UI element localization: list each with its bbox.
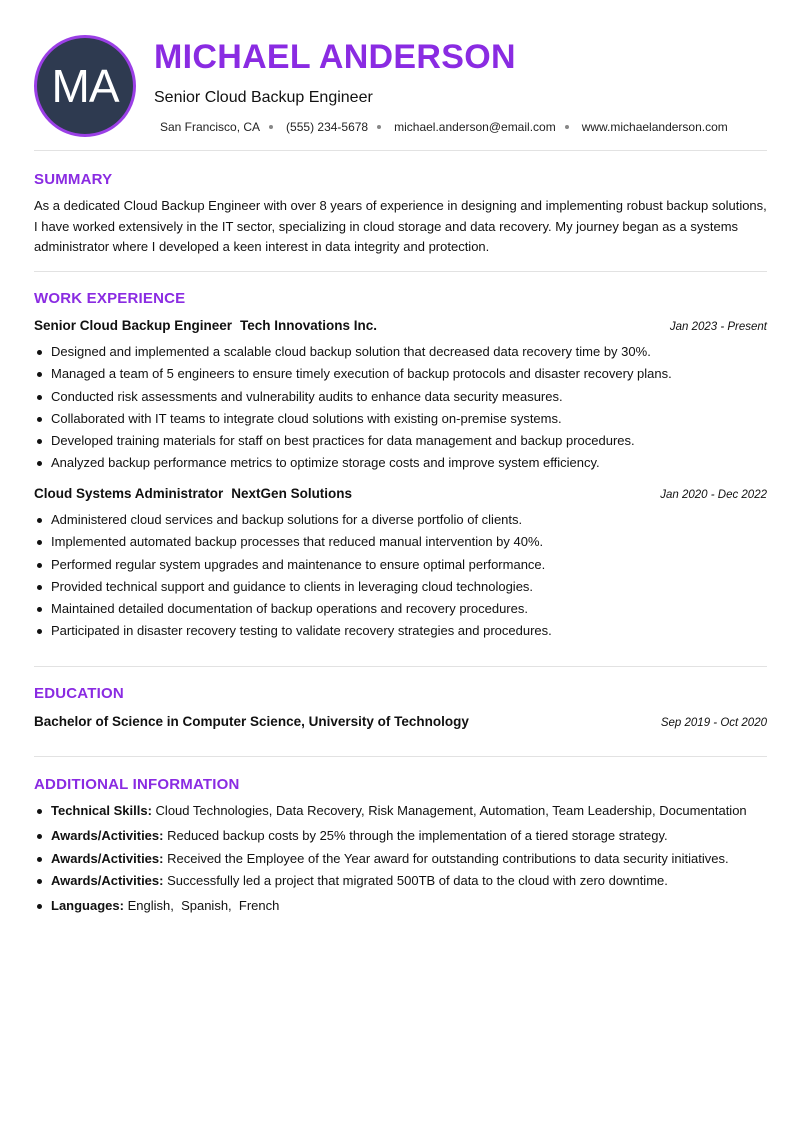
item-text: English, Spanish, French <box>127 898 280 914</box>
separator-dot <box>377 125 381 129</box>
job-company: Tech Innovations Inc. <box>240 318 378 333</box>
item-text: Reduced backup costs by 25% through the implementation of a tiered storage strategy. <box>167 828 668 844</box>
job-bullets <box>34 341 769 475</box>
list-item <box>34 870 769 892</box>
divider <box>34 150 767 151</box>
avatar <box>34 35 136 137</box>
job-role: Cloud Systems Administrator <box>34 486 224 501</box>
job-date: Jan 2020 - Dec 2022 <box>660 489 767 501</box>
additional-heading: ADDITIONAL INFORMATION <box>34 776 240 793</box>
education-degree: Bachelor of Science in Computer Science, University of Technology <box>34 714 469 729</box>
job-title-line <box>34 486 352 501</box>
divider <box>34 756 767 757</box>
education-heading: EDUCATION <box>34 685 124 702</box>
education-date: Sep 2019 - Oct 2020 <box>660 717 767 729</box>
item-text: Cloud Technologies, Data Recovery, Risk Management, Automation, Team Leadership, Documentation <box>155 803 747 818</box>
item-label: Awards/Activities: <box>51 828 164 844</box>
list-item: Conducted risk assessments and vulnerability audits to enhance data security measures. <box>34 386 769 408</box>
contact-line <box>160 120 728 134</box>
divider <box>34 271 767 272</box>
list-item: Developed training materials for staff on best practices for data management and backup procedures. <box>34 430 769 452</box>
job-role: Senior Cloud Backup Engineer <box>34 318 233 333</box>
item-label: Awards/Activities: <box>51 850 164 866</box>
job-bullets <box>34 509 769 643</box>
item-label: Languages: <box>51 898 124 914</box>
candidate-title: Senior Cloud Backup Engineer <box>154 89 373 106</box>
experience-heading: WORK EXPERIENCE <box>34 290 186 307</box>
job-header <box>34 318 767 333</box>
list-item: Provided technical support and guidance to clients in leveraging cloud technologies. <box>34 576 769 598</box>
education-entry <box>34 714 767 729</box>
list-item <box>34 848 769 870</box>
list-item: Collaborated with IT teams to integrate cloud solutions with existing on-premise systems. <box>34 408 769 430</box>
list-item: Performed regular system upgrades and maintenance to ensure optimal performance. <box>34 554 769 576</box>
separator-dot <box>565 125 569 129</box>
contact-email[interactable]: michael.anderson@email.com <box>394 120 556 134</box>
list-item: Maintained detailed documentation of backup operations and recovery procedures. <box>34 598 769 620</box>
candidate-name: MICHAEL ANDERSON <box>154 38 516 76</box>
contact-website[interactable]: www.michaelanderson.com <box>581 120 728 134</box>
list-item: Participated in disaster recovery testing to validate recovery strategies and procedures. <box>34 620 769 642</box>
list-item <box>34 825 769 847</box>
contact-location: San Francisco, CA <box>160 120 261 134</box>
job-company: NextGen Solutions <box>231 486 353 501</box>
list-item: Designed and implemented a scalable cloud backup solution that decreased data recovery time by 30%. <box>34 341 769 363</box>
separator-dot <box>269 125 273 129</box>
item-text: Successfully led a project that migrated 500TB of data to the cloud with zero downtime. <box>167 872 668 888</box>
list-item: Implemented automated backup processes that reduced manual intervention by 40%. <box>34 531 769 553</box>
summary-heading: SUMMARY <box>34 171 113 188</box>
job-title-line <box>34 318 377 333</box>
item-label: Technical Skills: <box>51 803 152 818</box>
job-header <box>34 486 767 501</box>
job-date: Jan 2023 - Present <box>669 321 767 333</box>
item-text: Received the Employee of the Year award for outstanding contributions to data security initiatives. <box>167 850 729 866</box>
list-item <box>34 895 769 917</box>
list-item: Analyzed backup performance metrics to optimize storage costs and improve system efficiency. <box>34 452 769 474</box>
summary-text: As a dedicated Cloud Backup Engineer with over 8 years of experience in designing and implementing robust backup solutions, I have worked extensively in the IT sector, specializing in cloud storage and data recovery. My journey began as a systems administrator where I developed a keen interest in data integrity and protection. <box>34 198 767 254</box>
additional-list <box>34 800 769 917</box>
item-label: Awards/Activities: <box>51 872 164 888</box>
list-item <box>34 800 769 822</box>
list-item: Managed a team of 5 engineers to ensure timely execution of backup protocols and disaster recovery plans. <box>34 363 769 385</box>
avatar-initials: MA <box>51 60 119 112</box>
contact-phone: (555) 234-5678 <box>286 120 369 134</box>
divider <box>34 666 767 667</box>
list-item: Administered cloud services and backup solutions for a diverse portfolio of clients. <box>34 509 769 531</box>
